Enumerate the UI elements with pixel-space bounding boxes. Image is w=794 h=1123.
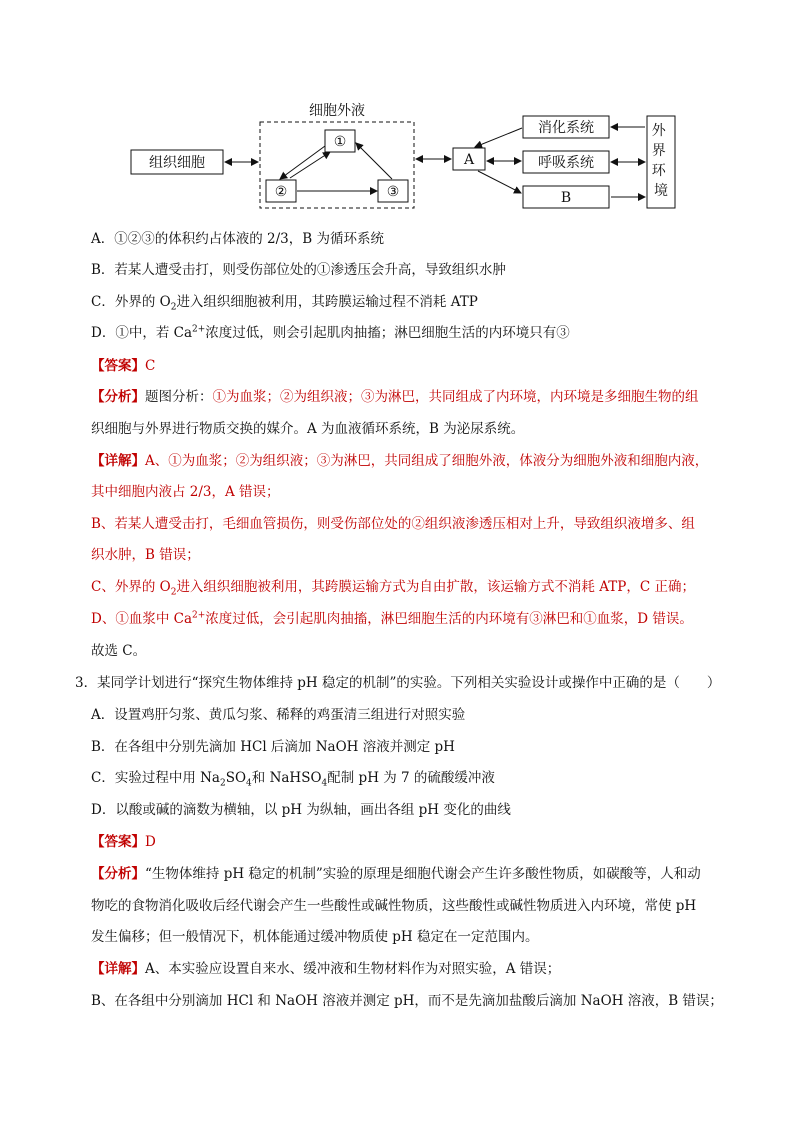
q3-stem: 3．某同学计划进行“探究生物体维持 pH 稳定的机制”的实验。下列相关实验设计或操作中正确的是（ ） [75, 675, 721, 691]
q2-conclusion: 故选 C。 [91, 643, 147, 659]
q3-option-d: D．以酸或碱的滴数为横轴，以 pH 为纵轴，画出各组 pH 变化的曲线 [91, 802, 511, 818]
q2-option-b: B．若某人遭受击打，则受伤部位处的①渗透压会升高，导致组织水肿 [91, 262, 506, 278]
digestive-system-label: 消化系统 [538, 120, 594, 136]
node-3-label: ③ [386, 184, 400, 200]
node-2-label: ② [274, 184, 288, 200]
q3-answer: 【答案】D [91, 834, 156, 850]
q3-option-a: A．设置鸡肝匀浆、黄瓜匀浆、稀释的鸡蛋清三组进行对照实验 [91, 707, 466, 723]
node-a-label: A [463, 152, 475, 168]
arrow-1-to-2 [280, 146, 325, 179]
q3-option-b: B．在各组中分别先滴加 HCl 后滴加 NaOH 溶液并测定 pH [91, 739, 455, 755]
q3-option-c: C．实验过程中用 $Na_2SO_4$和 NaHSO$_4$配制 pH 为 7 的硫酸缓冲液 [91, 770, 495, 789]
q2-option-d: D．①中，若 $Ca^{2+}$浓度过低，则会引起肌肉抽搐；淋巴细胞生活的内环境只有③ [91, 324, 570, 341]
node-b-label: B [560, 190, 572, 206]
q2-option-c: C．外界的 $O_2$进入组织细胞被利用，其跨膜运输过程不消耗 ATP [91, 294, 478, 313]
arrow-a-to-b [478, 171, 521, 193]
respiratory-system-label: 呼吸系统 [538, 155, 594, 171]
q2-detail-line-3: B、若某人遭受击打，毛细血管损伤，则受伤部位处的②组织液渗透压相对上升，导致组织液增多、组 [91, 516, 695, 532]
q2-answer: 【答案】C [91, 358, 156, 374]
q3-analysis-line-1: 【分析】“生物体维持 pH 稳定的机制”实验的原理是细胞代谢会产生许多酸性物质，如碳酸等，人和动 [91, 866, 701, 882]
arrow-2-to-1 [290, 152, 330, 178]
q3-analysis-line-2: 物吃的食物消化吸收后经代谢会产生一些酸性或碱性物质，这些酸性或碱性物质进入内环境，常使 pH [91, 898, 697, 914]
q2-detail-line-4: 织水肿，B 错误； [91, 547, 200, 563]
q3-detail-line-1: 【详解】A、本实验应设置自来水、缓冲液和生物材料作为对照实验，A 错误； [91, 961, 561, 977]
node-1-label: ① [333, 134, 347, 150]
q2-analysis-line-2: 织细胞与外界进行物质交换的媒介。A 为血液循环系统，B 为泌尿系统。 [91, 421, 525, 437]
q2-detail-line-1: 【详解】A、①为血浆；②为组织液；③为淋巴，共同组成了细胞外液，体液分为细胞外液和细胞内液， [91, 453, 709, 469]
q2-detail-line-6: D、①血浆中 $Ca^{2+}$浓度过低，会引起肌肉抽搐，淋巴细胞生活的内环境有③淋巴和①血浆，D 错误。 [91, 610, 693, 627]
q2-detail-line-2: 其中细胞内液占 2/3，A 错误； [91, 484, 280, 500]
q3-analysis-line-3: 发生偏移；但一般情况下，机体能通过缓冲物质使 pH 稳定在一定范围内。 [91, 929, 539, 945]
q2-option-a: A．①②③的体积约占体液的 2/3，B 为循环系统 [91, 231, 384, 247]
q2-analysis-line-1: 【分析】题图分析：①为血浆；②为组织液；③为淋巴，共同组成了内环境，内环境是多细胞生物的组 [91, 389, 699, 405]
tissue-cell-label: 组织细胞 [149, 155, 205, 171]
external-environment-label: 外 界 环 境 [651, 123, 668, 199]
q2-detail-line-5: C、外界的 $O_2$进入组织细胞被利用，其跨膜运输方式为自由扩散，该运输方式不消耗 ATP，C 正确； [91, 579, 695, 598]
arrow-3-to-1 [356, 143, 392, 179]
q3-detail-line-2: B、在各组中分别滴加 HCl 和 NaOH 溶液并测定 pH，而不是先滴加盐酸后滴加 NaOH 溶液，B 错误； [91, 993, 723, 1009]
body-fluid-diagram [0, 0, 794, 220]
arrow-digestive-to-a [475, 128, 522, 147]
extracellular-fluid-label: 细胞外液 [309, 103, 365, 119]
